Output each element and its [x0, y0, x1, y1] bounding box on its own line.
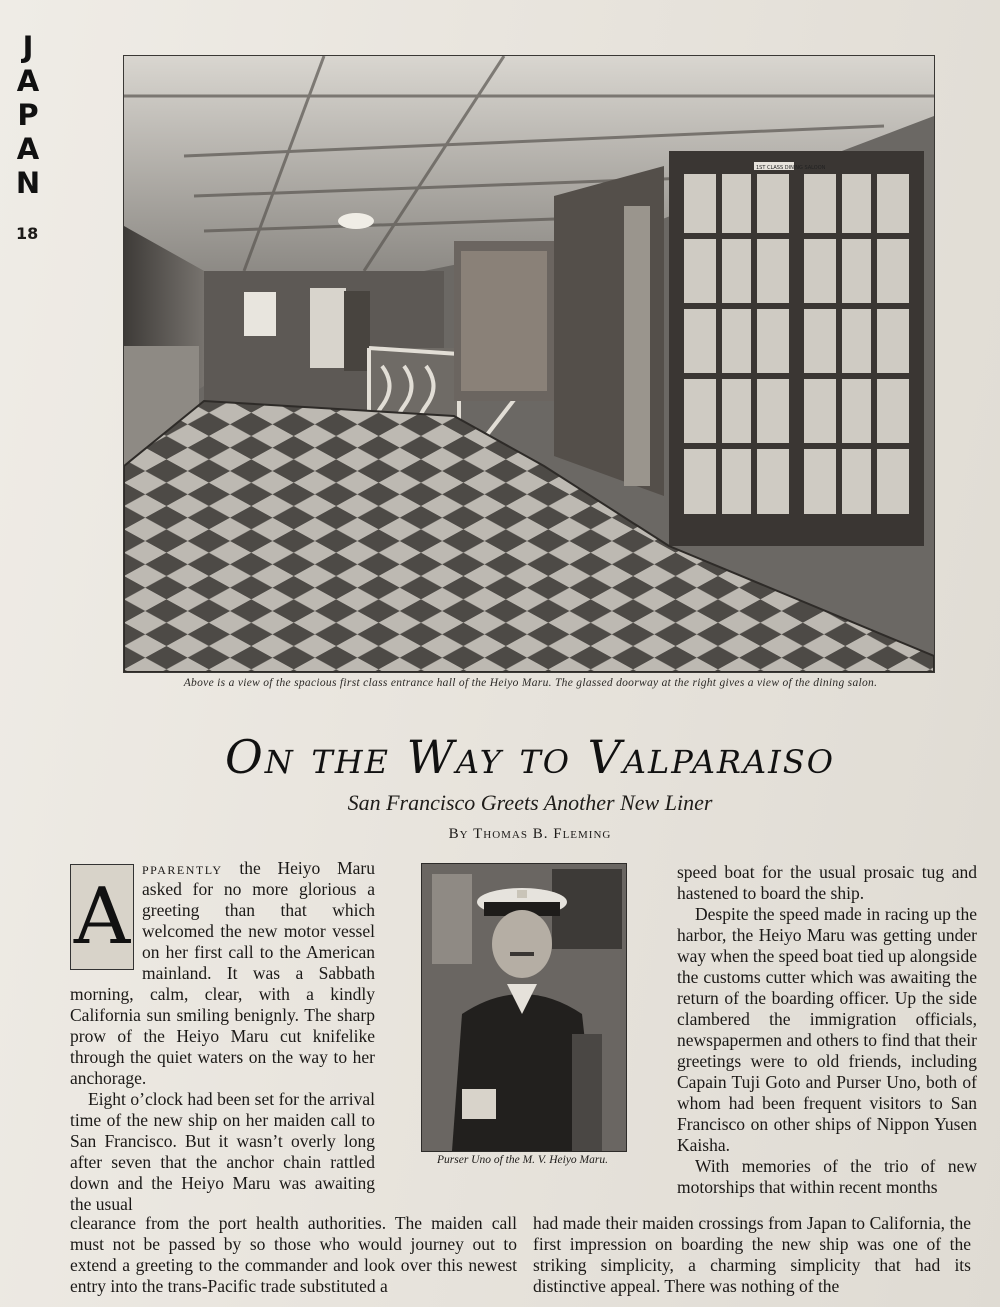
purser-portrait-illustration	[422, 864, 626, 1151]
entrance-hall-illustration	[124, 56, 934, 672]
entrance-hall-photo	[123, 55, 935, 673]
main-photo-caption: Above is a view of the spacious first class entrance hall of the Heiyo Maru. The glassed doorway at the right gives a view of the dining salon.	[183, 677, 878, 689]
article-column-left	[70, 858, 375, 1215]
paragraph: With memories of the trio of new motorships that within recent months	[677, 1156, 977, 1197]
article-headline: On the Way to Valparaiso	[225, 730, 835, 784]
title-letter: N	[15, 166, 41, 200]
article-subheadline: San Francisco Greets Another New Liner	[347, 790, 713, 815]
lead-word: pparently	[142, 858, 223, 878]
article-column-right	[677, 862, 977, 1198]
purser-portrait-photo	[421, 863, 627, 1152]
page-number: 18	[16, 224, 39, 243]
article-bottom-left: clearance from the port health authorities. The maiden call must not be passed by so those who would journey out to extend a greeting to the commander and look over this newest entry into the trans-Pacific trade substituted a	[70, 1213, 517, 1296]
paragraph: speed boat for the usual prosaic tug and hastened to board the ship.	[677, 862, 977, 903]
title-letter: P	[17, 98, 39, 132]
article-byline: By Thomas B. Fleming	[448, 826, 612, 842]
paragraph: Eight o’clock had been set for the arrival time of the new ship on her maiden call to San Francisco. But it wasn’t overly long after seven that the anchor chain rattled down and the Heiyo Maru was awaiting the usual	[70, 1089, 375, 1214]
title-letter: J	[22, 30, 34, 64]
portrait-caption: Purser Uno of the M. V. Heiyo Maru.	[437, 1154, 608, 1166]
paragraph	[70, 858, 375, 1089]
magazine-title-vertical	[12, 30, 44, 200]
door-sign: 1ST CLASS DINING SALOON	[756, 165, 826, 171]
title-letter: A	[16, 132, 40, 166]
decorative-dropcap: A	[70, 864, 134, 970]
article-bottom-right: had made their maiden crossings from Japan to California, the first impression on boarding the new ship was one of the striking simplicity, a charming simplicity that had its distinctive appeal. There was nothing of the	[533, 1213, 971, 1296]
paragraph: Despite the speed made in racing up the harbor, the Heiyo Maru was getting under way when the speed boat tied up alongside the customs cutter which was awaiting the return of the boarding officer. Up the side clambered the immigration officials, newspapermen and others to find that their greetings were to old friends, including Capain Tuji Goto and Purser Uno, both of whom had been frequent visitors to San Francisco on other ships of Nippon Yusen Kaisha.	[677, 904, 977, 1155]
title-letter: A	[16, 64, 40, 98]
paragraph-text: the Heiyo Maru asked for no more glorious a greeting than that which welcomed the new motor vessel on her first call to the American mainland. It was a Sabbath morning, calm, clear, with a kindly California sun smiling benignly. The sharp prow of the Heiyo Maru cut knifelike through the quiet waters on the way to her anchorage.	[70, 858, 375, 1088]
